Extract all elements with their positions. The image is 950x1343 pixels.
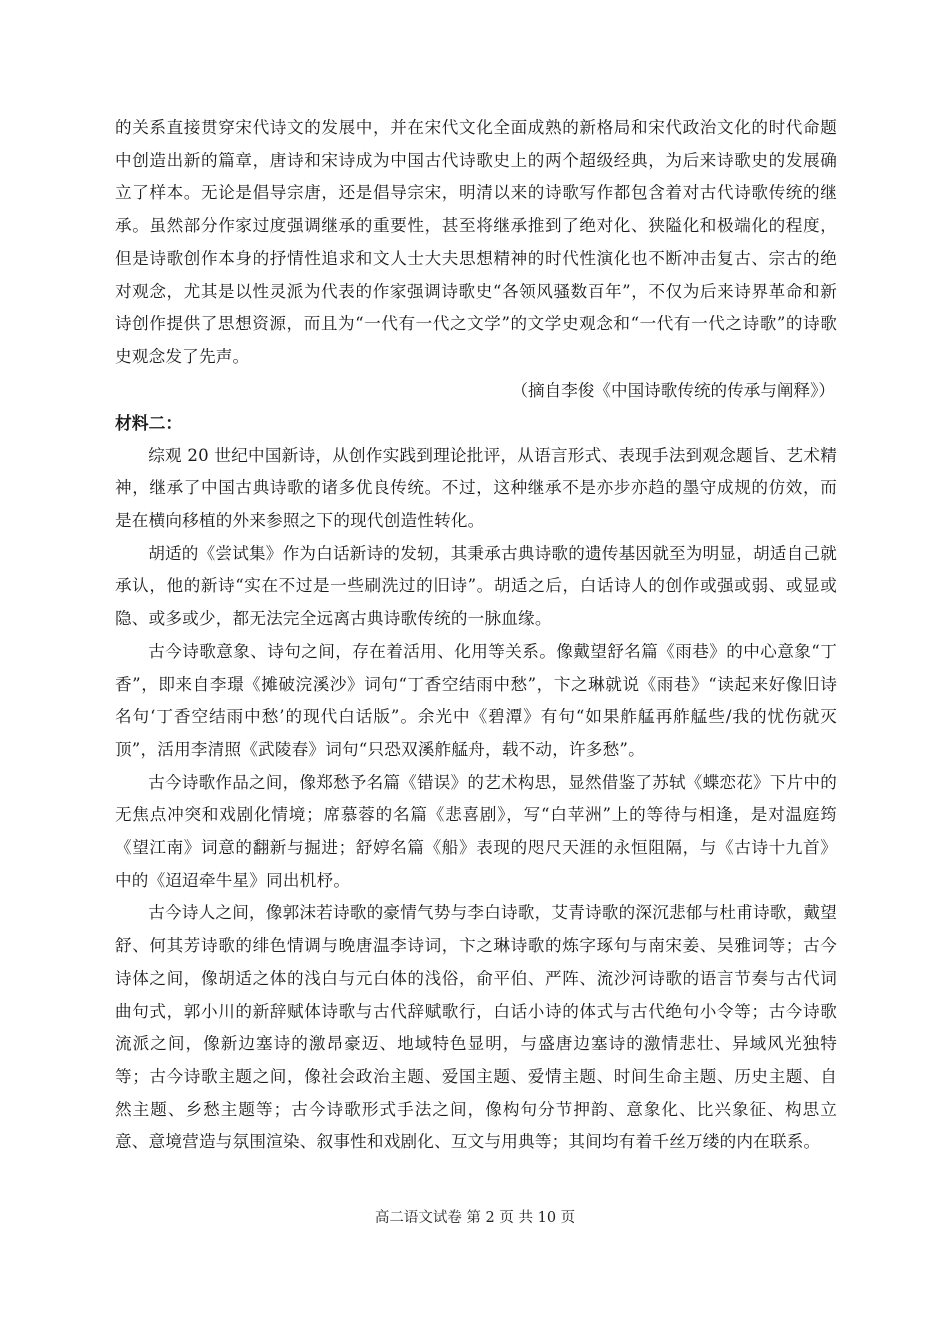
body-paragraph: 古今诗歌意象、诗句之间，存在着活用、化用等关系。像戴望舒名篇《雨巷》的中心意象“丁香”，即来自李璟《摊破浣溪沙》词句“丁香空结雨中愁”，卞之琳就说《雨巷》“读起来好像旧诗名句‘丁香空结雨中愁’的现代白话版”。余光中《碧潭》有句“如果舴艋再舴艋些/我的忧伤就灭顶”，活用李清照《武陵春》词句“只恐双溪舴艋舟，载不动，许多愁”。: [115, 641, 837, 759]
material-two-heading: 材料二：: [115, 412, 183, 433]
body-paragraph: 胡适的《尝试集》作为白话新诗的发轫，其秉承古典诗歌的遗传基因就至为明显，胡适自己就承认，他的新诗“实在不过是一些刷洗过的旧诗”。胡适之后，白话诗人的创作或强或弱、或显或隐、或多或少，都无法完全远离古典诗歌传统的一脉血缘。: [115, 543, 837, 629]
source-citation: （摘自李俊《中国诗歌传统的传承与阐释》）: [511, 380, 835, 400]
page-content: [115, 112, 837, 1159]
continuation-paragraph: 的关系直接贯穿宋代诗文的发展中，并在宋代文化全面成熟的新格局和宋代政治文化的时代命题中创造出新的篇章，唐诗和宋诗成为中国古代诗歌史上的两个超级经典，为后来诗歌史的发展确立了样本。无论是倡导宗唐，还是倡导宗宋，明清以来的诗歌写作都包含着对古代诗歌传统的继承。虽然部分作家过度强调继承的重要性，甚至将继承推到了绝对化、狭隘化和极端化的程度，但是诗歌创作本身的抒情性追求和文人士大夫思想精神的时代性演化也不断冲击复古、宗古的绝对观念，尤其是以性灵派为代表的作家强调诗歌史“各领风骚数百年”，不仅为后来诗界革命和新诗创作提供了思想资源，而且为“一代有一代之文学”的文学史观念和“一代有一代之诗歌”的诗歌史观念发了先声。: [115, 118, 837, 366]
body-paragraph: 古今诗歌作品之间，像郑愁予名篇《错误》的艺术构思，显然借鉴了苏轼《蝶恋花》下片中的无焦点冲突和戏剧化情境；席慕蓉的名篇《悲喜剧》，写“白苹洲”上的等待与相逢，是对温庭筠《望江南》词意的翻新与掘进；舒婷名篇《船》表现的咫尺天涯的永恒阻隔，与《古诗十九首》中的《迢迢牵牛星》同出机杼。: [115, 772, 837, 890]
body-paragraph: 综观 20 世纪中国新诗，从创作实践到理论批评，从语言形式、表现手法到观念题旨、艺术精神，继承了中国古典诗歌的诸多优良传统。不过，这种继承不是亦步亦趋的墨守成规的仿效，而是在横向移植的外来参照之下的现代创造性转化。: [115, 445, 837, 531]
body-paragraph: 古今诗人之间，像郭沫若诗歌的豪情气势与李白诗歌，艾青诗歌的深沉悲郁与杜甫诗歌，戴望舒、何其芳诗歌的绯色情调与晚唐温李诗词，卞之琳诗歌的炼字琢句与南宋姜、吴雅词等；古今诗体之间，像胡适之体的浅白与元白体的浅俗，俞平伯、严阵、流沙河诗歌的语言节奏与古代词曲句式，郭小川的新辞赋体诗歌与古代辞赋歌行，白话小诗的体式与古代绝句小令等；古今诗歌流派之间，像新边塞诗的激昂豪迈、地域特色显明，与盛唐边塞诗的激情悲壮、异域风光独特等；古今诗歌主题之间，像社会政治主题、爱国主题、爱情主题、时间生命主题、历史主题、自然主题、乡愁主题等；古今诗歌形式手法之间，像构句分节押韵、意象化、比兴象征、构思立意、意境营造与氛围渲染、叙事性和戏剧化、互文与用典等；其间均有着千丝万缕的内在联系。: [115, 903, 837, 1152]
page-footer: 高二语文试卷 第 2 页 共 10 页: [374, 1210, 576, 1226]
